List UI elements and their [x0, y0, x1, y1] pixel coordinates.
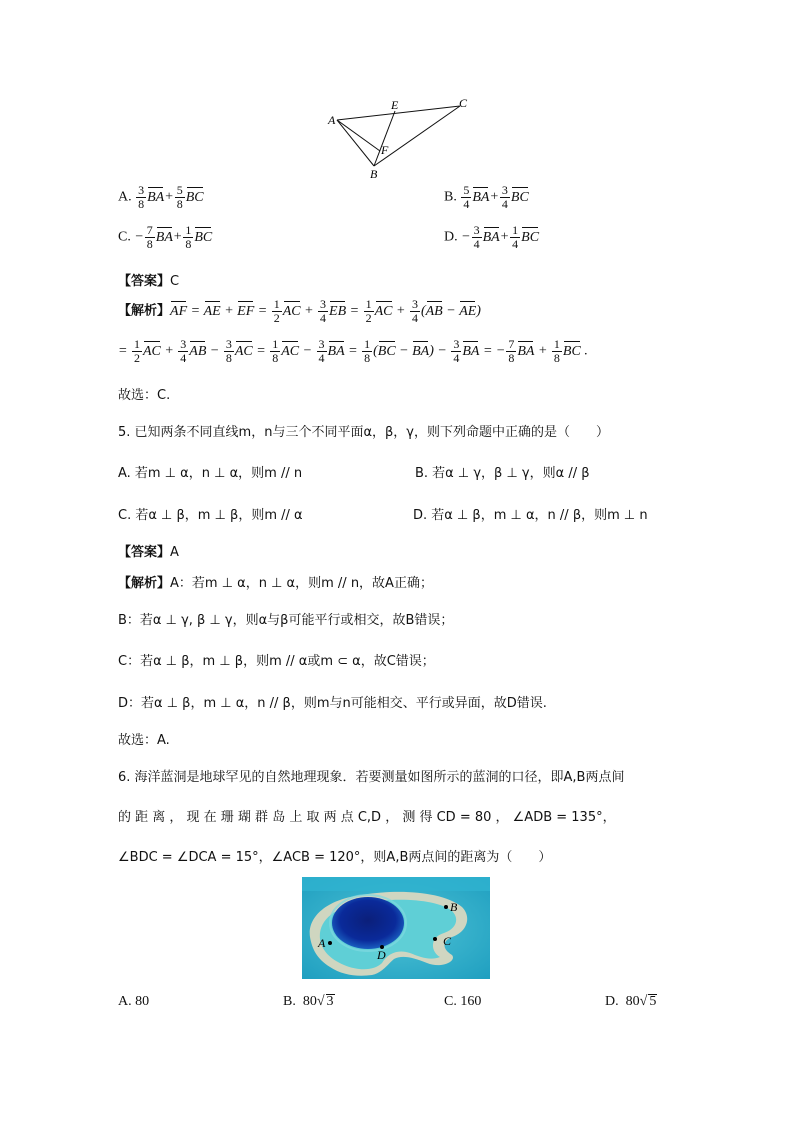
q4-option-c: C. − $\frac{7}{8}$ BA+ $\frac{1}{8}$ BC [118, 223, 213, 251]
q5-option-c: C. 若α ⊥ β，m ⊥ β，则m // α [118, 508, 303, 523]
q6-stem-line3: ∠BDC = ∠DCA = 15°，∠ACB = 120°，则A,B两点间的距离为（ ） [118, 850, 552, 865]
q5-option-a: A. 若m ⊥ α，n ⊥ α，则m // n [118, 466, 303, 481]
q5-option-d: D. 若α ⊥ β，m ⊥ α，n // β，则m ⊥ n [413, 508, 648, 523]
triangle-figure [320, 96, 480, 180]
q6-stem-line1: 6. 海洋蓝洞是地球罕见的自然地理现象．若要测量如图所示的蓝洞的口径，即A,B两点间 [118, 770, 625, 785]
photo-label-D: D [377, 948, 386, 962]
photo-label-A: A [318, 936, 326, 950]
q5-analysis-c: C：若α ⊥ β，m ⊥ β，则m // α或m ⊂ α，故C错误； [118, 654, 435, 669]
q6-option-a: A. 80 [118, 994, 150, 1009]
q4-option-d: D. − $\frac{3}{4}$ BA+ $\frac{1}{4}$ BC [444, 223, 540, 251]
label-F: F [381, 143, 389, 157]
q5-answer: 【答案】A [118, 545, 179, 560]
q5-option-b: B. 若α ⊥ γ，β ⊥ γ，则α // β [415, 466, 590, 481]
q5-analysis-b: B：若α ⊥ γ, β ⊥ γ，则α与β可能平行或相交，故B错误； [118, 613, 454, 628]
q4-analysis-line1: 【解析】AF = AE + EF = $\frac{1}{2}$ AC + $\frac{3}{4}$ EB = $\frac{1}{2}$ AC + $\frac{3}{4}$ (AB − AE) [118, 297, 481, 325]
q5-analysis-d: D：若α ⊥ β，m ⊥ α，n // β，则m与n可能相交、平行或异面，故D错误. [118, 696, 547, 711]
photo-label-B: B [450, 900, 458, 914]
label-B: B [370, 167, 378, 180]
q4-option-a: A. $\frac{3}{8}$ BA+ $\frac{5}{8}$ BC [118, 183, 204, 211]
q4-answer: 【答案】C [118, 274, 180, 289]
label-C: C [459, 96, 468, 110]
blue-hole-photo [302, 877, 490, 979]
label-E: E [391, 98, 399, 112]
q6-option-b: B. 80√ 3 [283, 994, 334, 1009]
q5-analysis-a: 【解析】A：若m ⊥ α，n ⊥ α，则m // n，故A正确； [118, 576, 433, 591]
q4-conclusion: 故选：C. [118, 388, 171, 403]
q6-stem-line2: 的 距 离 ， 现 在 珊 瑚 群 岛 上 取 两 点 C,D ， 测 得 CD = 80 ， ∠ADB = 135°， [118, 810, 616, 825]
q5-conclusion: 故选：A. [118, 733, 170, 748]
q4-analysis-line2: = $\frac{1}{2}$ AC + $\frac{3}{4}$ AB − $\frac{3}{8}$ AC = $\frac{1}{8}$ AC − $\frac{3}{4}$ BA = $\frac{1}{8}$ (BC − BA) − $\frac{3}{4}$ BA = − $\frac{7}{8}$ BA + $\frac{1}{8}$ BC . [118, 337, 588, 365]
q5-stem: 5. 已知两条不同直线m，n与三个不同平面α，β，γ，则下列命题中正确的是（ ） [118, 425, 609, 440]
label-A: A [328, 113, 336, 127]
photo-label-C: C [443, 934, 452, 948]
q4-option-b: B. $\frac{5}{4}$ BA+ $\frac{3}{4}$ BC [444, 183, 529, 211]
q6-option-d: D. 80√ 5 [605, 994, 657, 1009]
q6-option-c: C. 160 [444, 994, 482, 1009]
